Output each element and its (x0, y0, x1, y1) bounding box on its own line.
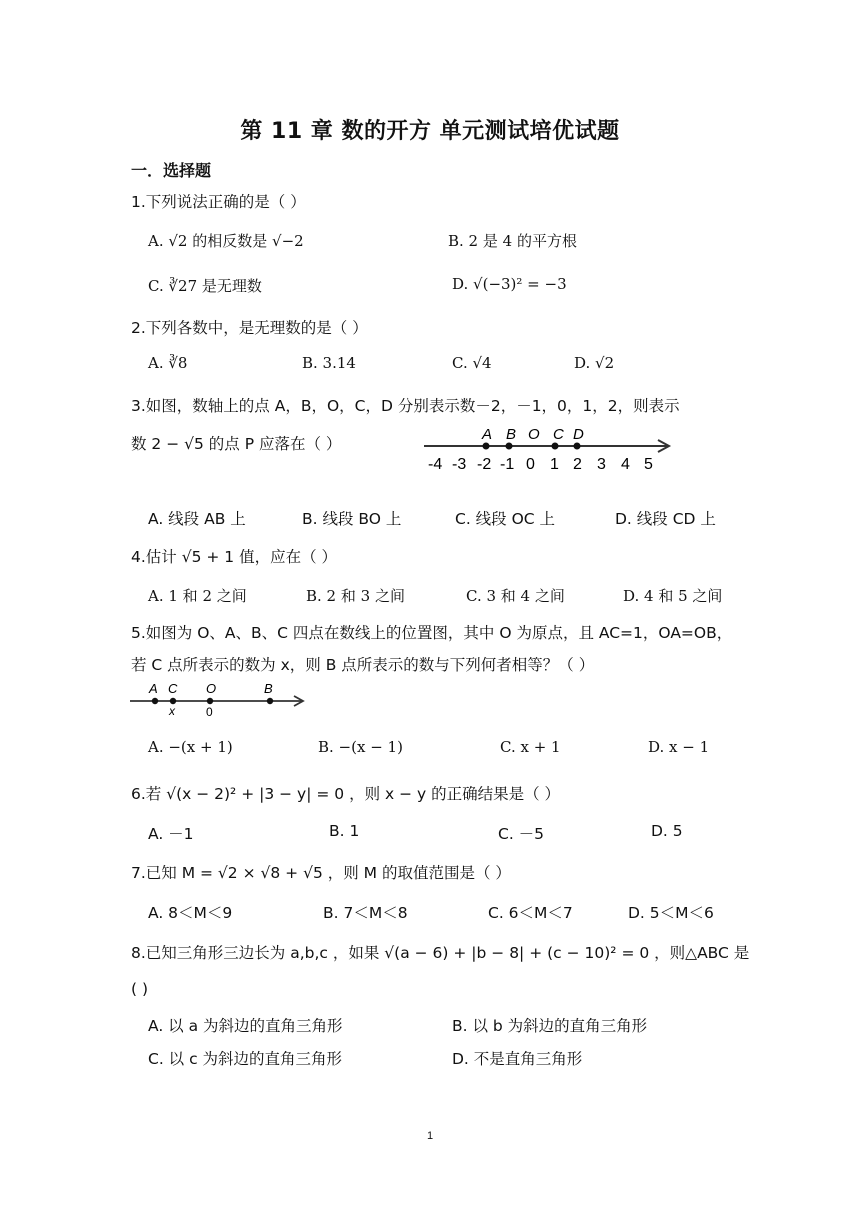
axis-point-dot (483, 443, 490, 450)
axis-point-dot (207, 698, 213, 704)
axis-point-dot (267, 698, 273, 704)
q5-number-line (128, 680, 308, 720)
axis-tick-label: 3 (597, 456, 606, 473)
axis-tick-label: 0 (526, 456, 535, 473)
q4-stem: 4.估计 √5 + 1 值，应在（ ） (131, 548, 338, 566)
q6-stem: 6.若 √(x − 2)² + |3 − y| = 0 ，则 x − y 的正确结果是（ ） (131, 785, 561, 803)
q5-stem-line1: 5.如图为 O、A、B、C 四点在数线上的位置图，其中 O 为原点，且 AC=1，OA=OB， (131, 624, 733, 642)
q6-option-d: D. 5 (651, 822, 683, 840)
q7-stem: 7.已知 M = √2 × √8 + √5 ，则 M 的取值范围是（ ） (131, 864, 511, 882)
q5-option-d: D. x − 1 (648, 738, 710, 756)
q7-option-c: C. 6＜M＜7 (488, 904, 573, 922)
q8-stem-line1: 8.已知三角形三边长为 a,b,c ，如果 √(a − 6) + |b − 8| + (c − 10)² = 0 ，则△ABC 是 (131, 944, 750, 962)
q4-option-b: B. 2 和 3 之间 (306, 587, 405, 605)
q3-stem-line2: 数 2 − √5 的点 P 应落在（ ） (131, 435, 342, 453)
axis-point-dot (506, 443, 513, 450)
axis-tick-label: -1 (500, 456, 515, 473)
axis-tick-label: 5 (644, 456, 653, 473)
q7-option-b: B. 7＜M＜8 (323, 904, 408, 922)
axis-tick-label: 1 (550, 456, 559, 473)
q5-stem-line2: 若 C 点所表示的数为 x，则 B 点所表示的数与下列何者相等？（ ） (131, 656, 595, 674)
q8-option-a: A. 以 a 为斜边的直角三角形 (148, 1017, 343, 1035)
axis-point-label: O (206, 681, 217, 696)
axis-point-dot (552, 443, 559, 450)
axis-point-label: A (482, 426, 493, 443)
q7-option-a: A. 8＜M＜9 (148, 904, 233, 922)
axis-point-label: C (168, 681, 178, 696)
axis-sub-label: x (169, 704, 175, 718)
q2-stem: 2.下列各数中，是无理数的是（ ） (131, 319, 368, 337)
q6-option-c: C. －5 (498, 825, 545, 843)
q4-option-d: D. 4 和 5 之间 (623, 587, 723, 605)
q3-option-a: A. 线段 AB 上 (148, 510, 246, 528)
axis-tick-label: 2 (573, 456, 582, 473)
q8-stem-line2: ( ) (131, 980, 149, 998)
q1-option-a: A. √2 的相反数是 √−2 (148, 232, 304, 250)
q1-option-b: B. 2 是 4 的平方根 (448, 232, 577, 250)
q3-option-b: B. 线段 BO 上 (302, 510, 402, 528)
axis-tick-label: -4 (428, 456, 443, 473)
q6-option-b: B. 1 (329, 822, 360, 840)
q3-stem-line1: 3.如图，数轴上的点 A，B，O，C，D 分别表示数－2，－1，0，1，2，则表示 (131, 397, 680, 415)
axis-point-dot (152, 698, 158, 704)
q2-option-c: C. √4 (452, 354, 492, 372)
axis-tick-label: 4 (621, 456, 630, 473)
axis-point-dot (574, 443, 581, 450)
q6-option-a: A. －1 (148, 825, 194, 843)
page-number: 1 (426, 1130, 434, 1142)
q8-option-b: B. 以 b 为斜边的直角三角形 (452, 1017, 648, 1035)
q4-option-a: A. 1 和 2 之间 (148, 587, 247, 605)
axis-point-label: O (528, 426, 540, 443)
q5-option-c: C. x + 1 (500, 738, 561, 756)
section-heading: 一．选择题 (131, 161, 212, 180)
axis-tick-label: -3 (452, 456, 467, 473)
q2-option-a: A. ∛8 (148, 354, 188, 372)
axis-point-label: B (264, 681, 273, 696)
q2-option-d: D. √2 (574, 354, 615, 372)
q1-option-c: C. ∛27 是无理数 (148, 277, 262, 295)
axis-point-label: D (573, 426, 584, 443)
q3-option-d: D. 线段 CD 上 (615, 510, 716, 528)
q1-stem: 1.下列说法正确的是（ ） (131, 193, 306, 211)
q5-option-a: A. −(x + 1) (148, 738, 233, 756)
q3-option-c: C. 线段 OC 上 (455, 510, 556, 528)
q8-option-d: D. 不是直角三角形 (452, 1050, 583, 1068)
q7-option-d: D. 5＜M＜6 (628, 904, 714, 922)
axis-point-label: B (506, 426, 517, 443)
axis-point-label: A (149, 681, 158, 696)
q4-option-c: C. 3 和 4 之间 (466, 587, 565, 605)
axis-point-label: C (553, 426, 564, 443)
q8-option-c: C. 以 c 为斜边的直角三角形 (148, 1050, 343, 1068)
axis-sub-label: 0 (206, 705, 213, 719)
q3-number-line (420, 424, 676, 474)
q5-option-b: B. −(x − 1) (318, 738, 403, 756)
q1-option-d: D. √(−3)² = −3 (452, 275, 567, 293)
q2-option-b: B. 3.14 (302, 354, 356, 372)
axis-tick-label: -2 (477, 456, 492, 473)
page-title: 第 11 章 数的开方 单元测试培优试题 (240, 119, 620, 144)
